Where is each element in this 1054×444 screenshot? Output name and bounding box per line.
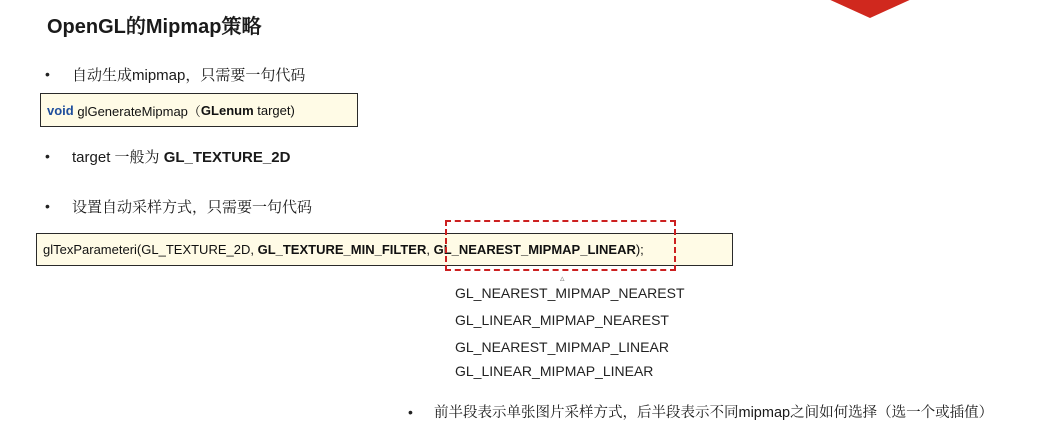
bullet-icon: • bbox=[45, 198, 50, 214]
bullet-icon: • bbox=[45, 148, 50, 164]
brand-logo-shape bbox=[826, 0, 914, 18]
filter-option: GL_NEAREST_MIPMAP_NEAREST bbox=[455, 285, 685, 301]
filter-option: GL_LINEAR_MIPMAP_NEAREST bbox=[455, 312, 669, 328]
mouse-cursor-icon: ▵ bbox=[560, 273, 565, 283]
code2-part1: glTexParameteri(GL_TEXTURE_2D, bbox=[43, 242, 258, 257]
code-func-name: glGenerateMipmap（ bbox=[73, 103, 201, 119]
bullet-icon: • bbox=[408, 404, 413, 420]
code2-filter-value: GL_NEAREST_MIPMAP_LINEAR bbox=[433, 242, 636, 257]
bullet-target bbox=[72, 146, 290, 167]
bullet-target-bold: GL_TEXTURE_2D bbox=[163, 149, 291, 166]
code2-comma: , bbox=[426, 242, 434, 257]
bullet-explanation: 前半段表示单张图片采样方式，后半段表示不同mipmap之间如何选择（选一个或插值） bbox=[434, 405, 994, 421]
code-keyword-void: void bbox=[47, 102, 74, 118]
bullet-auto-generate: 自动生成mipmap，只需要一句代码 bbox=[72, 67, 306, 84]
code2-min-filter: GL_TEXTURE_MIN_FILTER bbox=[257, 242, 427, 257]
slide-title: OpenGL的Mipmap策略 bbox=[47, 16, 262, 38]
bullet-set-sampling: 设置自动采样方式，只需要一句代码 bbox=[72, 199, 313, 216]
code-param: target) bbox=[253, 102, 295, 118]
bullet-icon: • bbox=[45, 66, 50, 82]
code-type-glenum: GLenum bbox=[200, 102, 254, 118]
filter-value-highlight bbox=[445, 220, 676, 271]
filter-option: GL_LINEAR_MIPMAP_LINEAR bbox=[455, 363, 654, 379]
bullet-target-plain: target 一般为 bbox=[72, 149, 164, 166]
filter-option: GL_NEAREST_MIPMAP_LINEAR bbox=[455, 339, 669, 355]
code-generate-mipmap bbox=[40, 93, 358, 127]
code2-end: ); bbox=[635, 242, 644, 257]
